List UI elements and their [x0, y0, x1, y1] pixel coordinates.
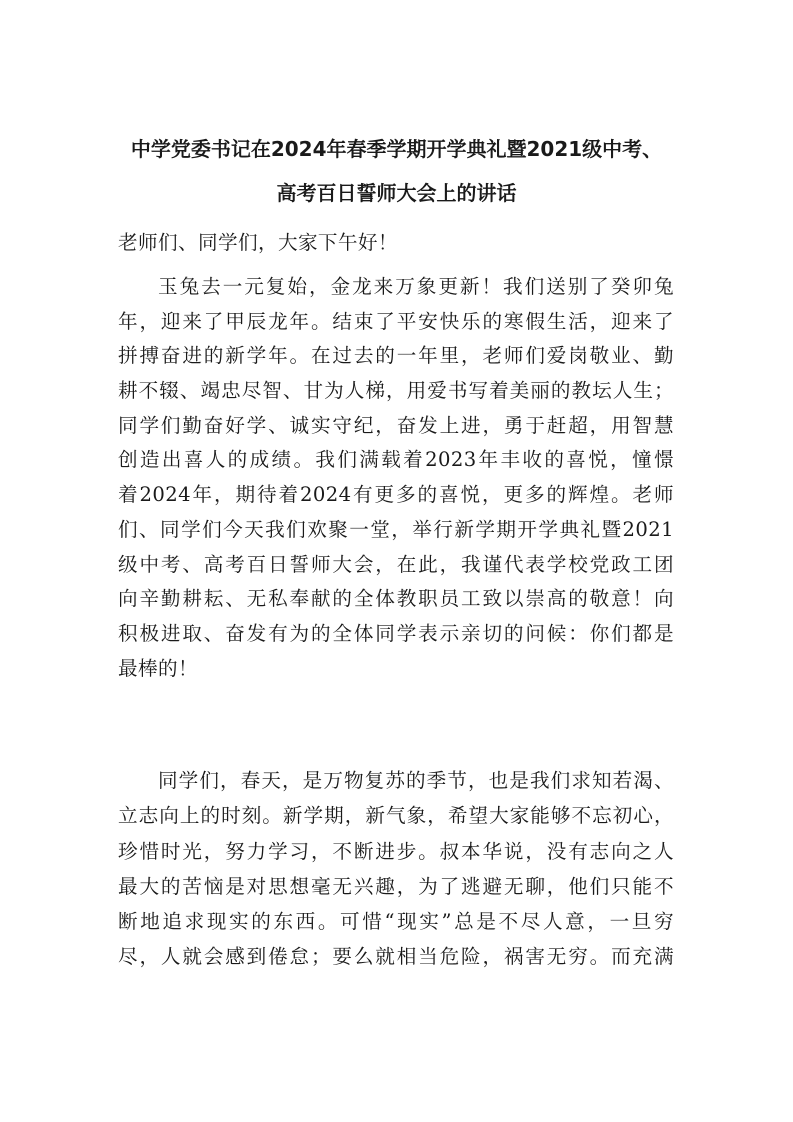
paragraph-line: 同学们勤奋好学、诚实守纪，奋发上进，勇于赶超，用智慧: [118, 413, 674, 437]
paragraph-line: 断地追求现实的东西。可惜“现实”总是不尽人意，一旦穷: [118, 910, 674, 934]
paragraph-line: 级中考、高考百日誓师大会，在此，我谨代表学校党政工团: [118, 552, 674, 576]
paragraph-line: 年，迎来了甲辰龙年。结束了平安快乐的寒假生活，迎来了: [118, 309, 674, 333]
paragraph-line: 最大的苦恼是对思想毫无兴趣，为了逃避无聊，他们只能不: [118, 874, 674, 898]
greeting-line: 老师们、同学们，大家下午好！: [118, 231, 398, 254]
paragraph-line: 拼搏奋进的新学年。在过去的一年里，老师们爱岗敬业、勤: [118, 344, 674, 368]
paragraph-line: 最棒的！: [118, 656, 198, 680]
paragraph-line: 耕不辍、竭忠尽智、甘为人梯，用爱书写着美丽的教坛人生；: [118, 379, 674, 403]
document-title-line-1: 中学党委书记在2024年春季学期开学典礼暨2021级中考、: [130, 137, 663, 161]
paragraph-line: 积极进取、奋发有为的全体同学表示亲切的问候：你们都是: [118, 621, 674, 645]
paragraph-line: 玉兔去一元复始，金龙来万象更新！我们送别了癸卯兔: [158, 275, 674, 298]
paragraph-line: 尽，人就会感到倦怠；要么就相当危险，祸害无穷。而充满: [118, 945, 674, 969]
paragraph-line: 创造出喜人的成绩。我们满载着2023年丰收的喜悦，憧憬: [118, 448, 674, 472]
paragraph-line: 珍惜时光，努力学习，不断进步。叔本华说，没有志向之人: [118, 839, 674, 863]
paragraph-line: 同学们，春天，是万物复苏的季节，也是我们求知若渴、: [158, 769, 674, 792]
paragraph-line: 立志向上的时刻。新学期，新气象，希望大家能够不忘初心，: [118, 804, 674, 828]
paragraph-line: 向辛勤耕耘、无私奉献的全体教职员工致以崇高的敬意！向: [118, 587, 674, 611]
paragraph-1: [118, 270, 674, 686]
paragraph-line: 着2024年，期待着2024有更多的喜悦，更多的辉煌。老师: [118, 483, 674, 507]
paragraph-line: 们、同学们今天我们欢聚一堂，举行新学期开学典礼暨2021: [118, 517, 674, 541]
paragraph-2: [118, 764, 674, 976]
document-title-line-2: 高考百日誓师大会上的讲话: [276, 181, 517, 205]
